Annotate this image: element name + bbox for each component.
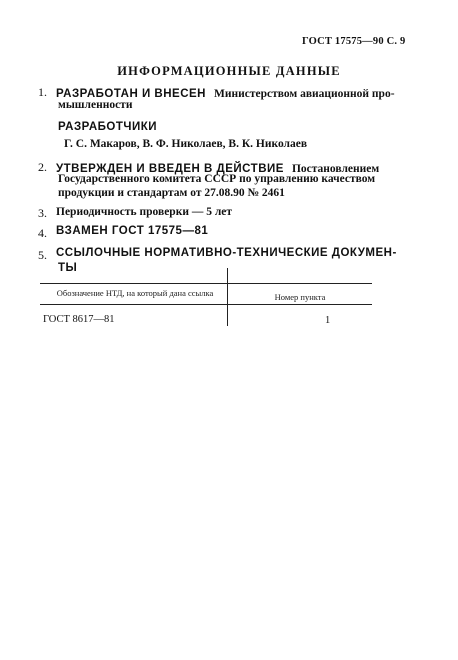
item-5-number: 5. [38,248,47,262]
item-2-number: 2. [38,160,47,174]
table-column-divider [227,268,228,326]
item-2-heading: УТВЕРЖДЕН И ВВЕДЕН В ДЕЙСТВИЕ [56,163,284,175]
developers-names: Г. С. Макаров, В. Ф. Николаев, В. К. Николаев [64,138,308,150]
table-header-document: Обозначение НТД, на который дана ссылка [56,288,214,298]
item-5-heading-line-1: ССЫЛОЧНЫЕ НОРМАТИВНО-ТЕХНИЧЕСКИЕ ДОКУМЕН- [56,247,397,259]
item-4-number: 4. [38,226,47,240]
item-3-number: 3. [38,206,47,220]
item-5-heading-line-2: ТЫ [58,262,78,274]
item-4-heading: ВЗАМЕН ГОСТ 17575—81 [56,225,209,237]
page-reference: ГОСТ 17575—90 С. 9 [302,36,406,47]
item-1-text: Министерством авиационной про- [213,88,395,100]
table-header-rule [40,304,372,305]
item-1-heading: РАЗРАБОТАН И ВНЕСЕН [56,88,206,100]
page-title: ИНФОРМАЦИОННЫЕ ДАННЫЕ [117,64,341,78]
table-top-rule [40,283,372,284]
developers-heading: РАЗРАБОТЧИКИ [58,121,157,133]
table-cell-clause: 1 [325,315,331,326]
item-1-number: 1. [38,85,47,99]
item-1-text-cont: мышленности [58,99,133,111]
item-2-text-line-3: продукции и стандартам от 27.08.90 № 2461 [58,187,285,199]
table-header-clause: Номер пункта [274,292,326,302]
item-2-text-line-2: Государственного комитета СССР по управлению качеством [58,173,376,185]
table-cell-document: ГОСТ 8617—81 [43,314,115,325]
item-2-text: Постановлением [291,163,380,175]
item-3-text: Периодичность проверки — 5 лет [56,206,233,218]
